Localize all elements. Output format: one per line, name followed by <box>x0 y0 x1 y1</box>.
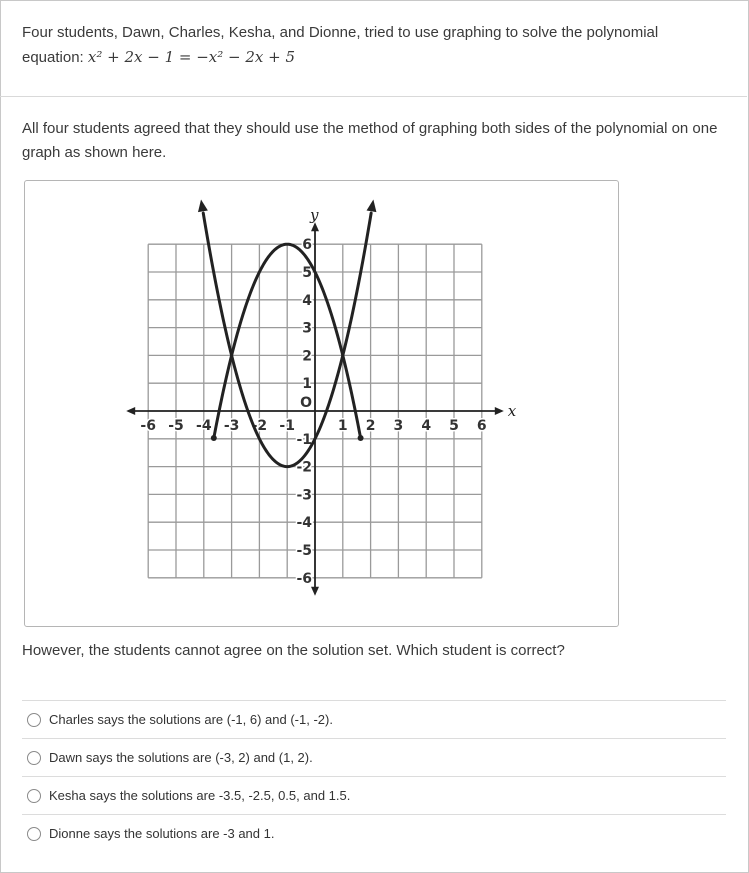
equation-prefix: equation: <box>22 49 88 66</box>
x-tick-label: -5 <box>168 418 184 434</box>
y-tick-label: 5 <box>302 265 312 281</box>
choice-label: Dionne says the solutions are -3 and 1. <box>49 826 275 841</box>
y-tick-label: 1 <box>302 376 312 393</box>
curve-end-left <box>211 435 217 441</box>
y-tick-label: 3 <box>302 320 312 337</box>
choice-label: Kesha says the solutions are -3.5, -2.5, 0.5, and 1.5. <box>49 788 351 803</box>
origin-label: O <box>300 395 312 411</box>
answer-choices <box>22 700 726 852</box>
choice-label: Charles says the solutions are (-1, 6) and (-1, -2). <box>49 712 333 727</box>
x-tick-label: -4 <box>196 418 212 434</box>
x-tick-label: 3 <box>393 418 404 434</box>
curve-arrow-right <box>367 199 377 212</box>
y-tick-label: 2 <box>302 348 312 365</box>
y-tick-label: 4 <box>302 292 312 309</box>
y-tick-label: -1 <box>296 431 312 448</box>
x-tick-label: -6 <box>140 418 156 434</box>
x-tick-label: 6 <box>476 418 487 434</box>
y-tick-label: -3 <box>296 487 312 504</box>
graph-panel <box>24 180 619 627</box>
choice-charles[interactable] <box>22 700 726 738</box>
intro-text: Four students, Dawn, Charles, Kesha, and Dionne, tried to use graphing to solve the polynomial <box>22 24 659 41</box>
y-tick-label: -4 <box>296 515 312 532</box>
y-axis-label: y <box>310 206 319 225</box>
choice-label: Dawn says the solutions are (-3, 2) and (1, 2). <box>49 750 313 765</box>
curve-end-right <box>358 435 364 441</box>
x-tick-label: -2 <box>251 418 268 434</box>
choice-kesha[interactable] <box>22 776 726 814</box>
radio-button[interactable] <box>27 827 41 841</box>
curve-arrow-left <box>198 199 208 212</box>
coordinate-graph <box>25 181 618 626</box>
question-prompt: However, the students cannot agree on the solution set. Which student is correct? <box>22 642 565 659</box>
question-intro <box>22 21 722 70</box>
y-axis-arrow-down <box>311 587 319 596</box>
choice-dionne[interactable] <box>22 814 726 852</box>
radio-button[interactable] <box>27 713 41 727</box>
y-tick-label: 6 <box>302 237 312 254</box>
section-divider <box>0 96 747 97</box>
x-tick-label: -3 <box>223 418 240 434</box>
x-tick-label: 5 <box>449 418 459 434</box>
x-tick-label: 1 <box>337 418 348 434</box>
x-tick-label: 2 <box>365 418 376 434</box>
x-tick-label: -1 <box>279 418 295 434</box>
x-tick-label: 4 <box>421 418 432 434</box>
y-tick-label: -2 <box>296 459 312 476</box>
x-axis-arrow-left <box>126 407 135 415</box>
x-axis-arrow-right <box>495 407 504 415</box>
x-axis-label: x <box>507 402 517 420</box>
y-tick-label: -6 <box>296 570 312 587</box>
radio-button[interactable] <box>27 751 41 765</box>
choice-dawn[interactable] <box>22 738 726 776</box>
agreement-text: All four students agreed that they should use the method of graphing both sides of the polynomial on one graph as shown here. <box>22 120 718 161</box>
y-tick-label: -5 <box>296 543 312 559</box>
radio-button[interactable] <box>27 789 41 803</box>
equation: x² + 2x − 1 = −x² − 2x + 5 <box>87 48 296 66</box>
